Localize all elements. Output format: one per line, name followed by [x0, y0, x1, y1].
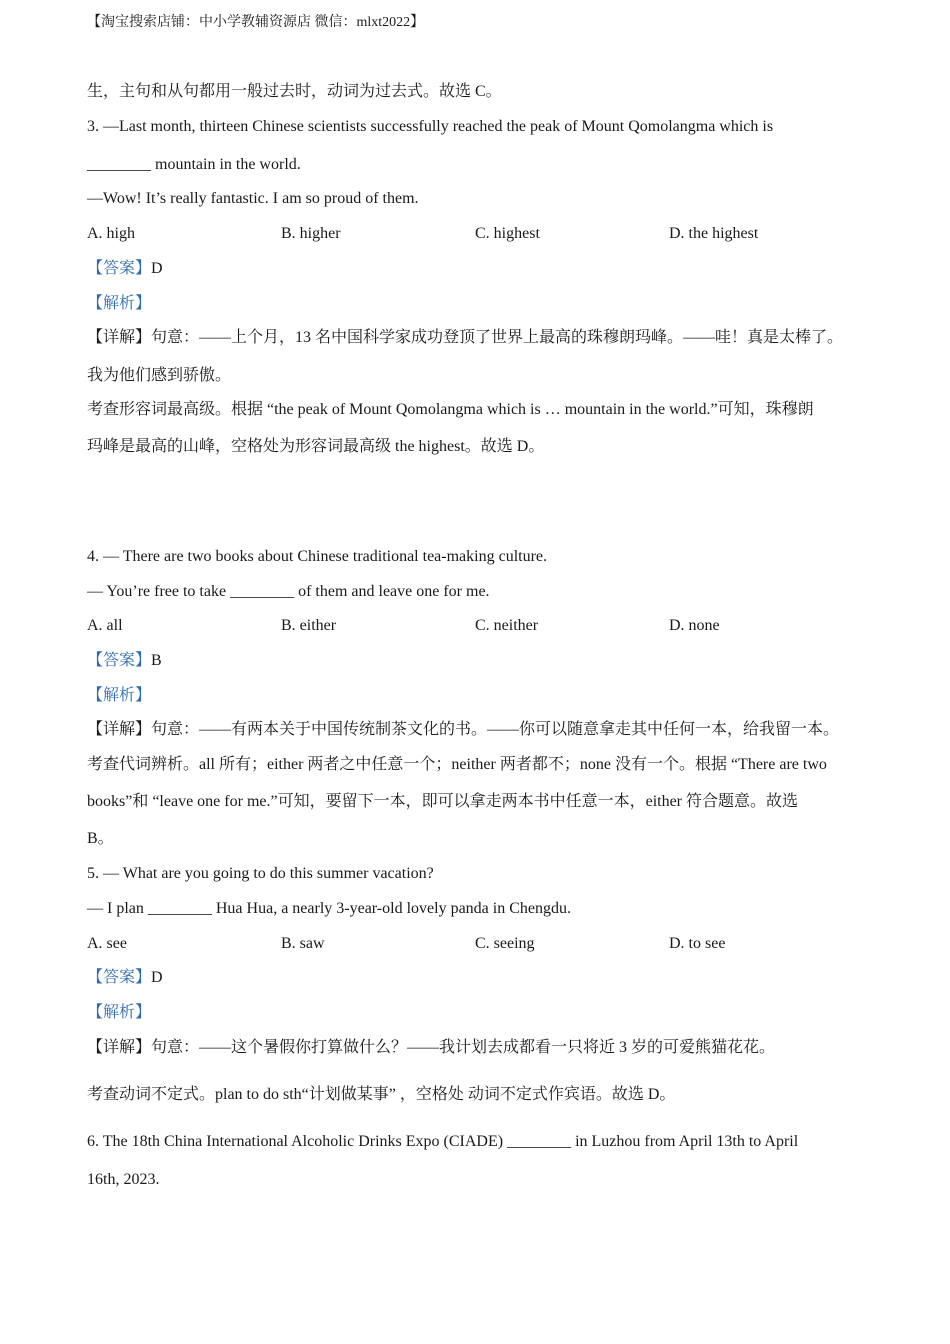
q3-answer-value: D: [151, 260, 163, 277]
q5-detail-line-1: [87, 1038, 775, 1058]
q4-detail-line-3: books”和 “leave one for me.”可知，要留下一本，即可以拿走两本书中任意一本，either 符合题意。故选: [87, 793, 799, 810]
q4-detail-line-2: 考查代词辨析。all 所有；either 两者之中任意一个；neither 两者都不；none 没有一个。根据 “There are two: [87, 756, 827, 773]
q6-stem-line-2: 16th, 2023.: [87, 1171, 160, 1188]
q4-analysis-label: 【解析】: [87, 687, 152, 704]
q3-stem-line-2: ________ mountain in the world.: [87, 156, 301, 173]
q5-stem-line-2: — I plan ________ Hua Hua, a nearly 3-year-old lovely panda in Chengdu.: [87, 900, 571, 917]
q4-option-a: A. all: [87, 617, 123, 634]
q5-detail-line-2: 考查动词不定式。plan to do sth“计划做某事” ，空格处 动词不定式作宾语。故选 D。: [87, 1086, 676, 1103]
q4-stem-line-2: — You’re free to take ________ of them and leave one for me.: [87, 583, 490, 600]
q5-option-a: A. see: [87, 935, 127, 952]
q3-option-a: A. high: [87, 225, 135, 242]
q4-detail-text-1: 句意：——有两本关于中国传统制茶文化的书。——你可以随意拿走其中任何一本，给我留一本。: [151, 721, 840, 738]
q2-analysis-tail: 生，主句和从句都用一般过去时，动词为过去式。故选 C。: [87, 83, 502, 100]
q3-detail-text-1: 句意：——上个月，13 名中国科学家成功登顶了世界上最高的珠穆朗玛峰。——哇！真是太棒了。: [151, 329, 844, 346]
q4-answer-value: B: [151, 652, 162, 669]
q3-detail-line-2: 我为他们感到骄傲。: [87, 367, 232, 384]
q4-detail-line-1: [87, 720, 839, 740]
q5-option-d: D. to see: [669, 935, 726, 952]
q5-answer-value: D: [151, 969, 163, 986]
answer-label: 【答案】: [87, 652, 152, 669]
q4-option-b: B. either: [281, 617, 337, 634]
q5-option-c: C. seeing: [475, 935, 535, 952]
q3-answer: [87, 259, 163, 279]
q3-stem-line-3: —Wow! It’s really fantastic. I am so proud of them.: [87, 190, 419, 207]
q5-option-b: B. saw: [281, 935, 325, 952]
q3-option-b: B. higher: [281, 225, 341, 242]
q5-detail-text-1: 句意：——这个暑假你打算做什么？——我计划去成都看一只将近 3 岁的可爱熊猫花花。: [151, 1039, 776, 1056]
q3-analysis-label: 【解析】: [87, 295, 152, 312]
q4-stem-line-1: 4. — There are two books about Chinese traditional tea-making culture.: [87, 548, 548, 565]
detail-label: 【详解】: [87, 329, 152, 346]
q4-detail-line-4: B。: [87, 830, 114, 847]
page-header: 【淘宝搜索店铺：中小学教辅资源店 微信：mlxt2022】: [87, 15, 425, 30]
q3-detail-line-3: 考查形容词最高级。根据 “the peak of Mount Qomolangma which is … mountain in the world.”可知，珠穆朗: [87, 401, 814, 418]
q4-option-c: C. neither: [475, 617, 539, 634]
q5-stem-line-1: 5. — What are you going to do this summer vacation?: [87, 865, 434, 882]
detail-label: 【详解】: [87, 1039, 152, 1056]
q6-stem-line-1: 6. The 18th China International Alcoholic Drinks Expo (CIADE) ________ in Luzhou from April 13th to April: [87, 1133, 799, 1150]
q5-analysis-label: 【解析】: [87, 1004, 152, 1021]
q3-option-d: D. the highest: [669, 225, 759, 242]
q3-detail-line-1: [87, 328, 843, 348]
q3-option-c: C. highest: [475, 225, 540, 242]
q5-answer: [87, 968, 163, 988]
answer-label: 【答案】: [87, 969, 152, 986]
detail-label: 【详解】: [87, 721, 152, 738]
q4-option-d: D. none: [669, 617, 720, 634]
q4-answer: [87, 651, 162, 671]
q3-detail-line-4: 玛峰是最高的山峰，空格处为形容词最高级 the highest。故选 D。: [87, 438, 545, 455]
q3-stem-line-1: 3. —Last month, thirteen Chinese scientists successfully reached the peak of Mount Qomolangma which is: [87, 118, 774, 135]
answer-label: 【答案】: [87, 260, 152, 277]
